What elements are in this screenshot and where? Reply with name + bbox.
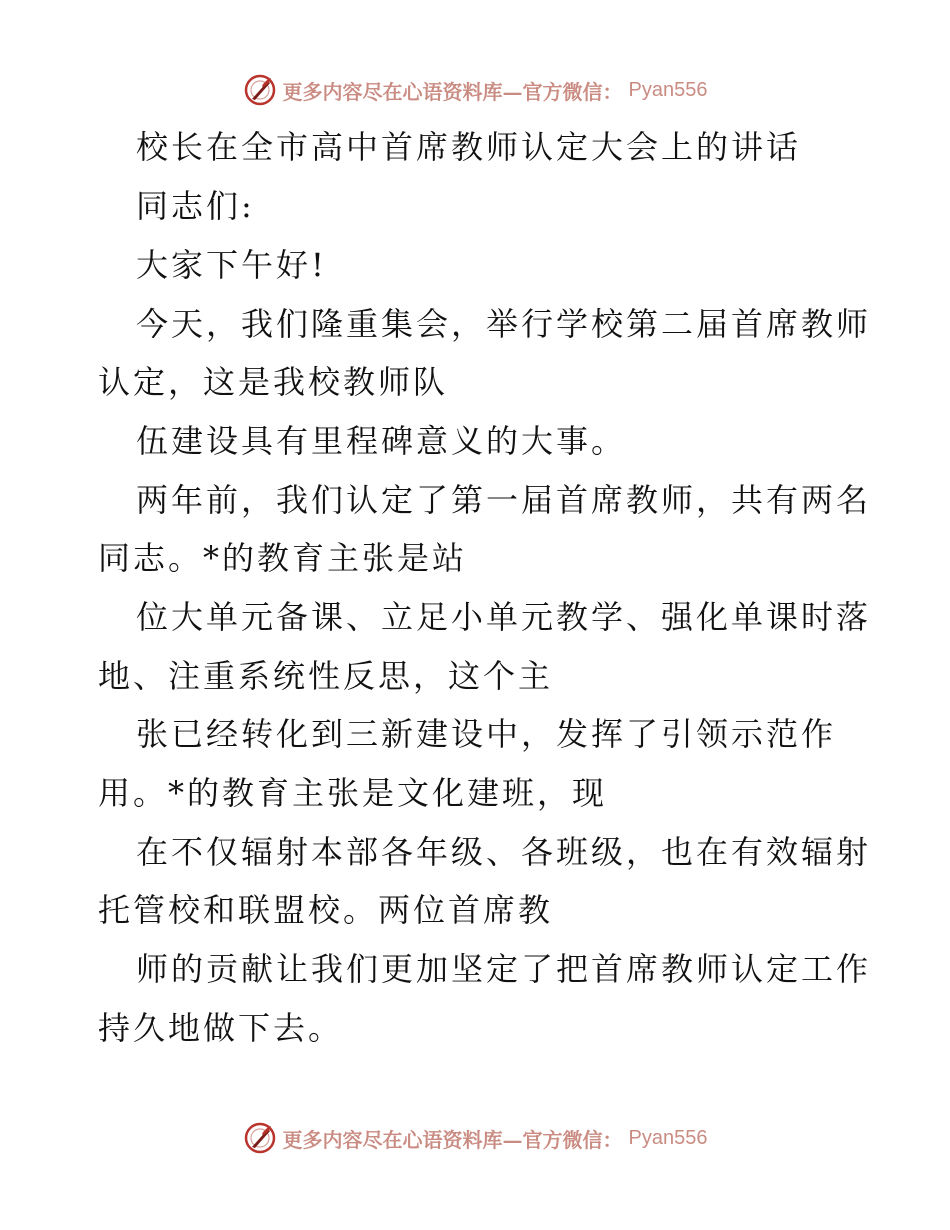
footer-watermark-banner [0,1118,950,1158]
paragraph-line: 位大单元备课、立足小单元教学、强化单课时落 [136,598,872,636]
quill-seal-logo-icon [243,1121,277,1155]
paragraph-line: 伍建设具有里程碑意义的大事。 [136,422,627,460]
banner-text: 更多内容尽在心语资料库—官方微信： [282,79,623,104]
paragraph-line: 今天，我们隆重集会，举行学校第二届首席教师 [136,305,872,343]
header-watermark-banner [0,70,950,110]
paragraph-line: 托管校和联盟校。两位首席教 [98,891,554,929]
banner-wechat-id: Pyan556 [628,1126,708,1149]
document-title: 校长在全市高中首席教师认定大会上的讲话 [136,128,802,166]
quill-seal-logo-icon [243,73,277,107]
paragraph-line: 认定，这是我校教师队 [98,363,449,401]
paragraph-line: 张已经转化到三新建设中，发挥了引领示范作 [136,715,837,753]
greeting: 大家下午好! [136,246,327,284]
paragraph-line: 持久地做下去。 [98,1009,344,1047]
paragraph-line: 用。*的教育主张是文化建班，现 [98,774,608,812]
paragraph-line: 在不仅辐射本部各年级、各班级，也在有效辐射 [136,833,872,871]
salutation: 同志们: [136,187,255,225]
banner-wechat-id: Pyan556 [628,78,708,101]
paragraph-line: 师的贡献让我们更加坚定了把首席教师认定工作 [136,950,872,988]
paragraph-line: 地、注重系统性反思，这个主 [98,657,554,695]
paragraph-line: 同志。*的教育主张是站 [98,539,468,577]
banner-text: 更多内容尽在心语资料库—官方微信： [282,1127,623,1152]
paragraph-line: 两年前，我们认定了第一届首席教师，共有两名 [136,481,872,519]
